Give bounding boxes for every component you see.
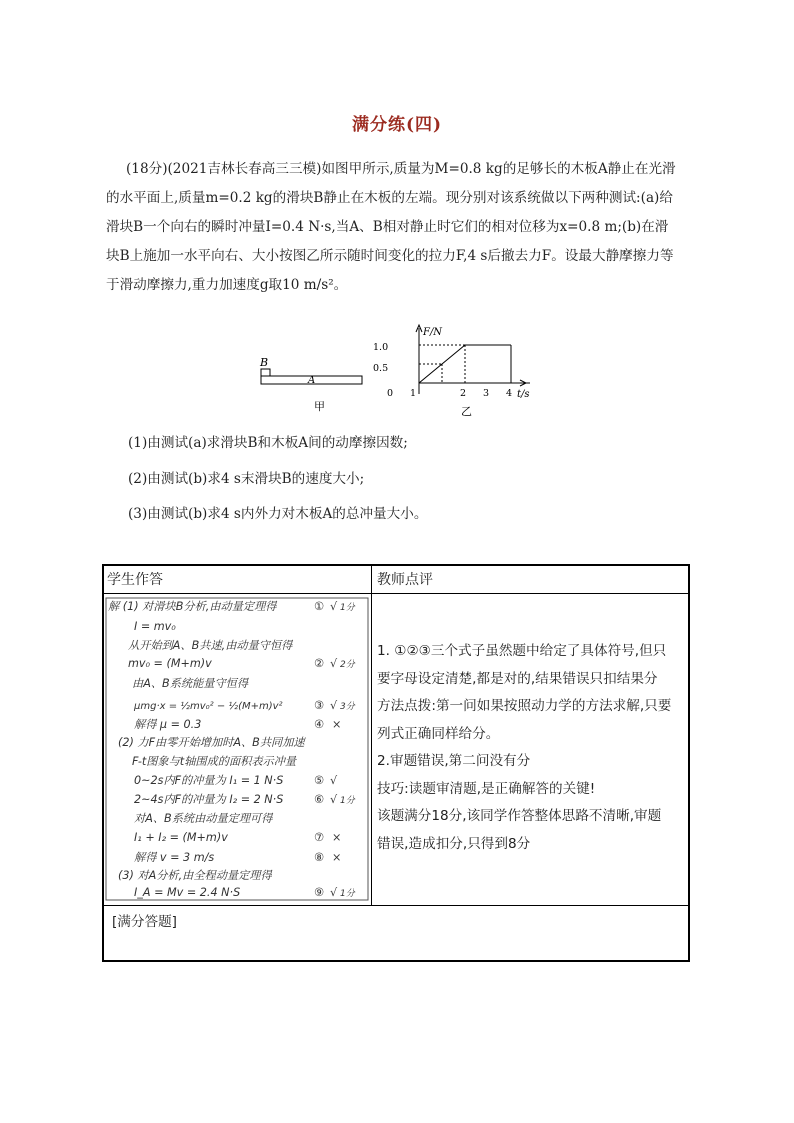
hw-line: 对A、B系统由动量定理可得	[134, 812, 273, 825]
question-2: (2)由测试(b)求4 s末滑块B的速度大小;	[128, 471, 365, 487]
hw-check: √	[330, 699, 338, 712]
x-tick-label: 2	[460, 388, 467, 399]
problem-line: 滑块B一个向右的瞬时冲量I=0.4 N·s,当A、B相对静止时它们的相对位移为x=0.8 m;(b)在滑	[106, 219, 669, 235]
figure-jia	[250, 350, 375, 415]
block-b	[261, 369, 270, 376]
problem-line: 块B上施加一水平向右、大小按图乙所示随时间变化的拉力F,4 s后撤去力F。设最大静摩擦力等	[106, 248, 674, 264]
hw-score: 1分	[340, 796, 355, 806]
hw-mark: ⑤	[314, 774, 325, 787]
hw-line: 由A、B系统能量守恒得	[132, 677, 249, 690]
hw-check: √	[330, 793, 338, 806]
hw-check: √	[330, 657, 338, 670]
x-tick-label: 1	[410, 388, 417, 399]
y-tick-label: 1.0	[373, 342, 389, 353]
hw-check: ×	[332, 718, 342, 731]
hw-line: μmg·x = ½mv₀² − ½(M+m)v²	[134, 701, 283, 712]
hw-line: (2) 力F由零开始增加时A、B共同加速	[118, 736, 305, 749]
hw-mark: ⑨	[314, 886, 325, 899]
table-header-divider	[102, 593, 690, 594]
table-column-divider	[371, 564, 372, 905]
student-answer-handwriting	[104, 596, 370, 902]
hw-line: 解得 μ = 0.3	[134, 718, 202, 731]
hw-check: ×	[332, 831, 342, 844]
label-b: B	[260, 356, 269, 369]
caption-yi: 乙	[461, 405, 472, 418]
hw-score: 2分	[340, 660, 355, 670]
hw-score: 1分	[340, 603, 355, 613]
comment-line: 该题满分18分,该同学作答整体思路不清晰,审题	[377, 808, 662, 824]
hw-line: I₁ + I₂ = (M+m)v	[134, 831, 228, 844]
question-1: (1)由测试(a)求滑块B和木板A间的动摩擦因数;	[128, 435, 408, 451]
student-header: 学生作答	[107, 572, 163, 588]
hw-check: √	[330, 600, 338, 613]
hw-line: 2~4s内F的冲量为 I₂ = 2 N·S	[134, 793, 284, 806]
x-tick-label: 4	[506, 388, 513, 399]
hw-line: I_A = Mv = 2.4 N·S	[134, 886, 241, 899]
hw-score: 1分	[340, 889, 355, 899]
hw-check: √	[330, 886, 338, 899]
problem-line: (18分)(2021吉林长春高三三模)如图甲所示,质量为M=0.8 kg的足够长的木板A静止在光滑	[126, 161, 676, 177]
hw-line: mv₀ = (M+m)v	[128, 657, 212, 670]
comment-line: 1. ①②③三个式子虽然题中给定了具体符号,但只	[377, 643, 667, 659]
problem-line: 于滑动摩擦力,重力加速度g取10 m/s²。	[106, 277, 348, 293]
table-border-right	[688, 564, 690, 962]
comment-line: 技巧:读题审清题,是正确解答的关键!	[377, 780, 596, 797]
comment-line: 错误,造成扣分,只得到8分	[377, 835, 531, 852]
hw-mark: ⑥	[314, 793, 325, 806]
x-tick-label: 3	[483, 388, 490, 399]
hw-mark: ③	[314, 699, 325, 712]
hw-line: I = mv₀	[134, 620, 176, 633]
page-title: 满分练(四)	[351, 115, 443, 135]
hw-mark: ①	[314, 600, 325, 613]
caption-jia: 甲	[314, 400, 325, 413]
hw-mark: ②	[314, 657, 325, 670]
comment-line: 列式正确同样给分。	[377, 725, 500, 742]
hw-line: F-t图象与t轴围成的面积表示冲量	[132, 755, 297, 768]
question-3: (3)由测试(b)求4 s内外力对木板A的总冲量大小。	[128, 506, 428, 522]
table-footer-divider	[102, 905, 690, 906]
y-axis-label: F/N	[423, 327, 443, 338]
comment-line: 要字母设定清楚,都是对的,结果错误只扣结果分	[377, 670, 658, 687]
label-a: A	[308, 375, 316, 386]
teacher-header: 教师点评	[377, 572, 433, 588]
comment-line: 方法点拨:第一问如果按照动力学的方法求解,只要	[377, 698, 672, 714]
table-border-bottom	[102, 960, 690, 962]
footer-label: [满分答题]	[112, 914, 177, 930]
hw-line: 解得 v = 3 m/s	[134, 851, 215, 864]
hw-mark: ④	[314, 718, 325, 731]
hw-mark: ⑦	[314, 831, 325, 844]
hw-mark: ⑧	[314, 851, 325, 864]
hw-score: 3分	[340, 702, 355, 712]
teacher-comments	[377, 638, 687, 858]
problem-line: 的水平面上,质量m=0.2 kg的滑块B静止在木板的左端。现分别对该系统做以下两种测试:(a)给	[106, 190, 673, 206]
comment-line: 2.审题错误,第二问没有分	[377, 753, 531, 769]
figure-yi	[370, 322, 530, 420]
hw-check: √	[330, 774, 338, 787]
x-axis-label: t/s	[517, 389, 530, 400]
x-tick-label: 0	[387, 388, 394, 399]
hw-check: ×	[332, 851, 342, 864]
y-tick-label: 0.5	[373, 363, 389, 374]
hw-line: 0~2s内F的冲量为 I₁ = 1 N·S	[134, 774, 284, 787]
hw-line: 从开始到A、B共速,由动量守恒得	[128, 639, 293, 652]
hw-line: (3) 对A分析,由全程动量定理得	[118, 869, 272, 882]
problem-statement	[106, 155, 691, 300]
hw-line: 解 (1) 对滑块B分析,由动量定理得	[108, 600, 277, 613]
table-border-top	[102, 564, 690, 566]
